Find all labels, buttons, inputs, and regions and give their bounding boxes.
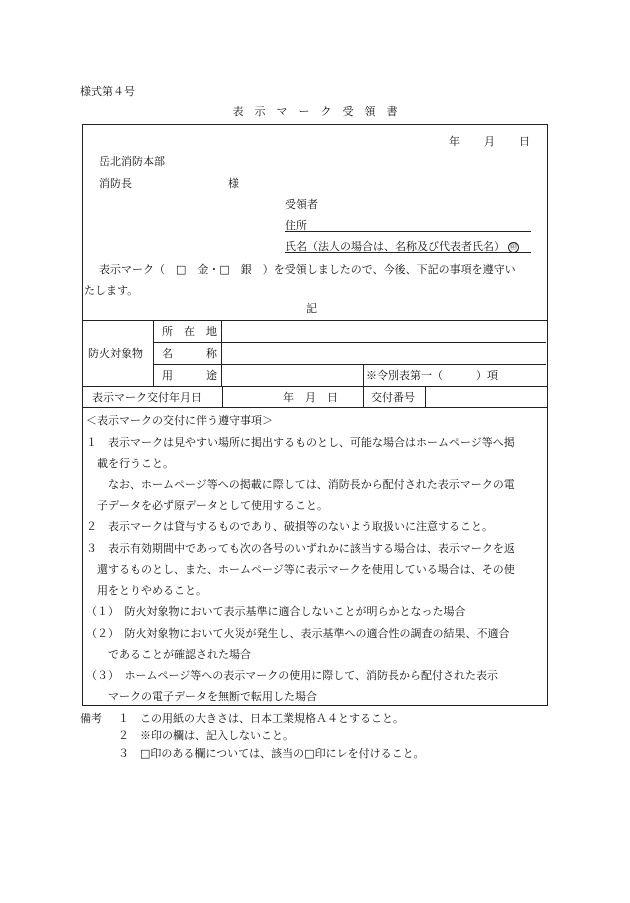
table-col-line-5 <box>363 386 364 407</box>
notes-label: 備考 <box>80 712 102 725</box>
table-col-line-4 <box>222 386 223 407</box>
statement-line-1: 表示マーク（ □ 金・□ 銀 ）を受領しましたので、今後、下記の事項を遵守い <box>99 263 516 276</box>
issue-number-label: 交付番号 <box>371 390 415 404</box>
table-col-line-6 <box>425 386 426 407</box>
fire-object-label: 防火対象物 <box>88 347 143 360</box>
compliance-line: （１） 防火対象物において表示基準に適合しないことが明らかとなった場合 <box>86 605 466 618</box>
date-day: 日 <box>519 135 530 148</box>
compliance-line: 還するものとし、また、ホームページ等に表示マークを使用している場合は、その使 <box>86 563 515 576</box>
addressee-honorific: 様 <box>228 177 239 190</box>
address-underline <box>285 231 531 232</box>
date-year: 年 <box>449 135 460 148</box>
notes-item: ３ □印のある欄については、該当の□印にレを付けること。 <box>118 747 425 760</box>
table-col-line-2 <box>221 320 222 386</box>
compliance-line: マークの電子データを無断で転用した場合 <box>86 690 317 703</box>
compliance-line: なお、ホームページ等への掲載に際しては、消防長から配付された表示マークの電 <box>86 478 515 491</box>
date-month: 月 <box>484 135 495 148</box>
name-row-label: 名 称 <box>162 347 217 360</box>
issue-date-label: 表示マーク交付年月日 <box>92 390 202 404</box>
address-label: 住所 <box>285 219 307 232</box>
table-top-line <box>82 320 547 321</box>
compliance-heading: ＜表示マークの交付に伴う遵守事項＞ <box>86 414 273 427</box>
table-bottom-line <box>82 407 547 408</box>
ki-label: 記 <box>306 302 317 315</box>
compliance-line: であることが確認された場合 <box>86 648 251 661</box>
compliance-line: （２） 防火対象物において火災が発生し、表示基準への適合性の調査の結果、不適合 <box>86 627 510 640</box>
notes-item: ２ ※印の欄は、記入しないこと。 <box>118 729 294 742</box>
form-number: 様式第４号 <box>80 85 135 98</box>
name-label: 氏名（法人の場合は、名称及び代表者氏名） <box>285 240 505 253</box>
use-label: 用 途 <box>162 369 217 382</box>
location-label: 所 在 地 <box>162 325 217 338</box>
compliance-line: 子データを必ず原データとして使用すること。 <box>86 499 328 512</box>
statement-line-2: たします。 <box>84 284 139 297</box>
page-title: 表 示 マ ー ク 受 領 書 <box>232 105 398 118</box>
name-underline <box>285 252 531 253</box>
compliance-line: 載を行うこと。 <box>86 457 174 470</box>
recipient-label: 受領者 <box>285 198 318 211</box>
compliance-line: （３） ホームページ等への表示マークの使用に際して、消防長から配付された表示 <box>86 669 499 682</box>
table-col-line-3 <box>363 364 364 386</box>
appendix-label: ※令別表第一（ ）項 <box>366 369 498 382</box>
notes-item: １ この用紙の大きさは、日本工業規格Ａ４とすること。 <box>118 712 404 725</box>
seal-mark: ㊞ <box>510 242 517 251</box>
table-col-line-1 <box>153 320 154 386</box>
compliance-line: １ 表示マークは見やすい場所に掲出するものとし、可能な場合はホームページ等へ掲 <box>86 436 515 449</box>
compliance-line: ３ 表示有効期間中であっても次の各号のいずれかに該当する場合は、表示マークを返 <box>86 542 515 555</box>
addressee-org: 岳北消防本部 <box>99 155 165 168</box>
compliance-line: ２ 表示マークは貸与するものであり、破損等のないよう取扱いに注意すること。 <box>86 520 493 533</box>
addressee-chief: 消防長 <box>99 177 132 190</box>
issue-date-value: 年 月 日 <box>283 390 338 404</box>
compliance-line: 用をとりやめること。 <box>86 584 207 597</box>
